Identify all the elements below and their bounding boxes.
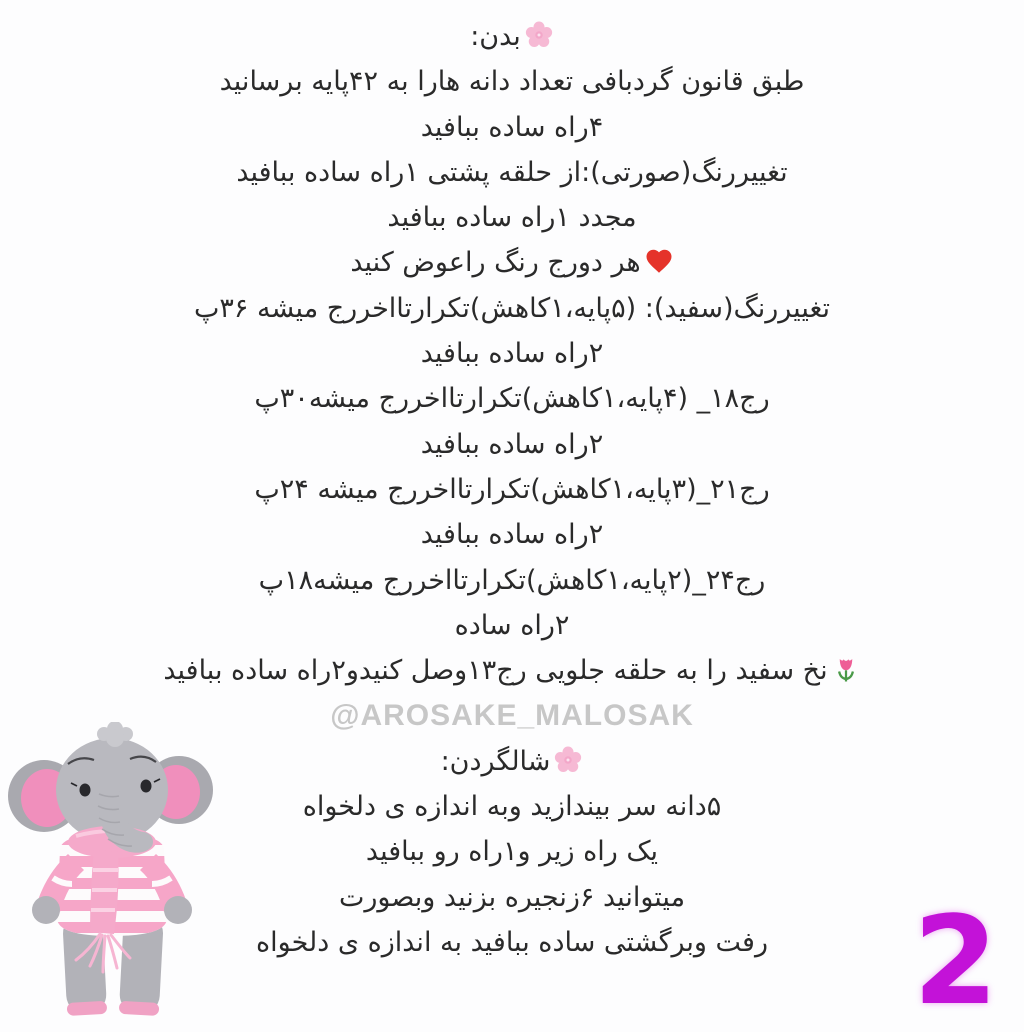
line-text: رج۲۴_(۲پایه،۱کاهش)تکرارتااخررج میشه۱۸پ [258,564,766,596]
pattern-line [0,467,1024,512]
line-text: شالگردن: [440,745,551,777]
line-text: تغییررنگ(صورتی):از حلقه پشتی ۱راه ساده ببافید [236,156,788,188]
blossom-icon [553,740,583,785]
pattern-line [0,603,1024,648]
line-text: تغییررنگ(سفید): (۵پایه،۱کاهش)تکرارتااخررج میشه ۳۶پ [193,292,831,324]
pattern-line [0,376,1024,421]
crochet-elephant-photo [4,722,256,1024]
page-number: 2 [913,890,998,1032]
heart-icon [644,241,674,286]
line-text: رج۲۱_(۳پایه،۱کاهش)تکرارتااخررج میشه ۲۴پ [254,473,770,505]
pattern-line [0,240,1024,285]
pattern-line [0,150,1024,195]
line-text: هر دورج رنگ راعوض کنید [350,247,641,279]
line-text: بدن: [470,21,521,52]
line-text: رفت وبرگشتی ساده ببافید به اندازه ی دلخواه [256,926,768,958]
tulip-icon [831,649,861,694]
line-text: ۵دانه سر بیندازید وبه اندازه ی دلخواه [302,791,722,823]
line-text: ۲راه ساده ببافید [420,519,604,551]
pattern-line [0,512,1024,557]
line-text: ۴راه ساده ببافید [420,111,604,143]
pattern-line [0,195,1024,240]
pattern-line [0,105,1024,150]
blossom-icon [524,15,554,60]
line-text: ۲راه ساده [454,609,570,641]
line-text: رج۱۸_ (۴پایه،۱کاهش)تکرارتااخررج میشه۳۰پ [254,383,770,415]
pattern-line [0,286,1024,331]
line-text: ۲راه ساده ببافید [420,338,604,370]
line-text: مجدد ۱راه ساده ببافید [387,202,637,234]
line-text: @AROSAKE_MALOSAK [330,699,694,733]
pattern-line [0,422,1024,467]
line-text: نخ سفید را به حلقه جلویی رج۱۳وصل کنیدو۲راه ساده ببافید [163,655,828,687]
crochet-elephant-illustration [4,722,256,1024]
line-text: طبق قانون گردبافی تعداد دانه هارا به ۴۲پایه برسانید [219,66,805,98]
pattern-line [0,648,1024,693]
pattern-line [0,59,1024,104]
line-text: میتوانید ۶زنجیره بزنید وبصورت [338,881,686,913]
line-text: ۲راه ساده ببافید [420,428,604,460]
line-text: یک راه زیر و۱راه رو ببافید [365,836,659,868]
pattern-line [0,331,1024,376]
pattern-line [0,558,1024,603]
pattern-line [0,14,1024,59]
